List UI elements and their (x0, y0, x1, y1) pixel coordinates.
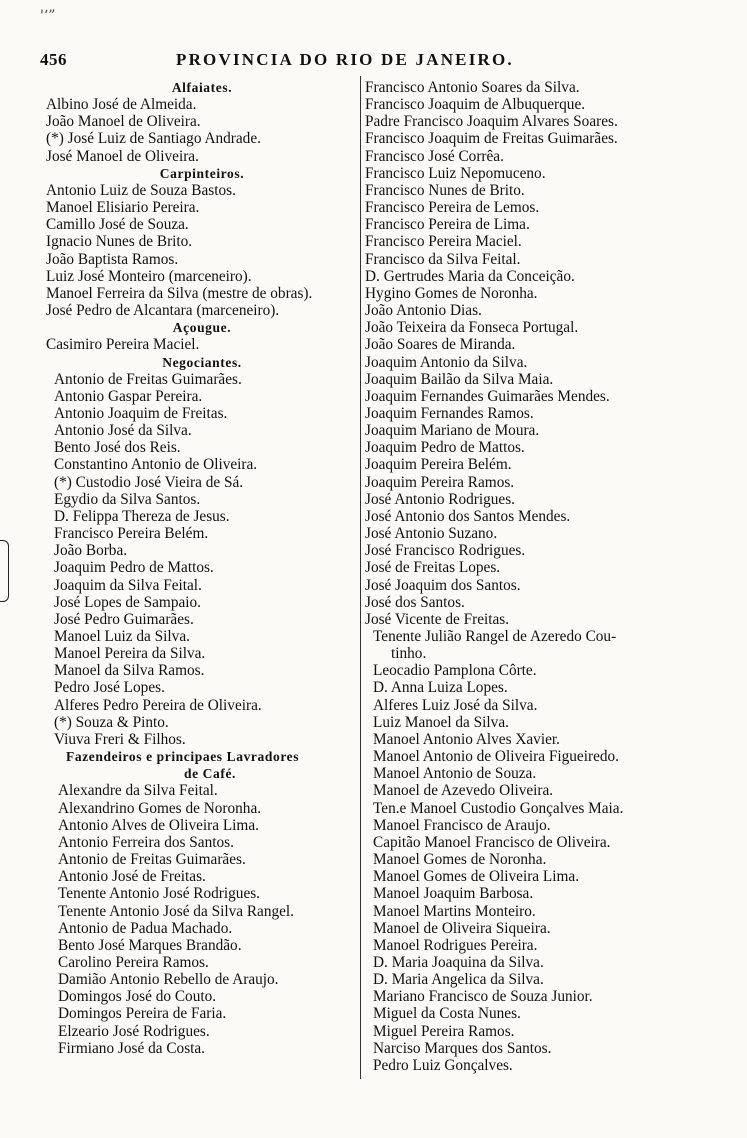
list-item: José Antonio dos Santos Mendes. (365, 507, 571, 525)
list-item: Manoel Pereira da Silva. (54, 645, 206, 663)
list-item: D. Maria Joaquina da Silva. (373, 953, 544, 971)
running-title: PROVINCIA DO RIO DE JANEIRO. (176, 50, 514, 69)
list-item: João Manoel de Oliveira. (46, 113, 201, 131)
list-item: Pedro Luiz Gonçalves. (373, 1056, 513, 1074)
list-item: Joaquim Pereira Ramos. (365, 473, 515, 491)
wrapped-entry-line2: tinho. (391, 645, 427, 663)
list-item: Alferes Luiz José da Silva. (373, 696, 538, 714)
negociantes-list (44, 371, 360, 748)
column-divider (360, 76, 361, 1079)
fazendeiros-list (44, 782, 360, 1057)
list-item: Francisco Joaquim de Albuquerque. (365, 96, 586, 114)
list-item: Firmiano José da Costa. (58, 1039, 206, 1057)
list-item: José Francisco Rodrigues. (365, 542, 526, 560)
list-item: Manoel Gomes de Noronha. (373, 851, 547, 869)
list-item: Capitão Manoel Francisco de Oliveira. (373, 833, 611, 851)
list-item: Francisco da Silva Feital. (365, 250, 521, 268)
list-item: Antonio Alves de Oliveira Lima. (58, 816, 259, 834)
list-item: Joaquim da Silva Feital. (54, 576, 202, 594)
list-item: Alferes Pedro Pereira de Oliveira. (54, 696, 262, 714)
list-item: Narciso Marques dos Santos. (373, 1039, 552, 1057)
list-item: Domingos José do Couto. (58, 988, 217, 1006)
list-item: Mariano Francisco de Souza Junior. (373, 988, 593, 1006)
list-item: D. Gertrudes Maria da Conceição. (365, 267, 575, 285)
fazendeiros-continued-list (363, 79, 713, 628)
list-item: D. Felippa Thereza de Jesus. (54, 507, 230, 525)
list-item: Leocadio Pamplona Côrte. (373, 662, 537, 680)
binding-mark (0, 540, 9, 602)
list-item: Constantino Antonio de Oliveira. (54, 456, 258, 474)
list-item: Joaquim Pedro de Mattos. (54, 559, 214, 577)
list-item: José dos Santos. (365, 593, 465, 611)
list-item: Francisco Antonio Soares da Silva. (365, 79, 580, 96)
list-item: José Lopes de Sampaio. (54, 593, 201, 611)
corner-mark: '‘” (40, 8, 56, 24)
list-item: João Baptista Ramos. (46, 250, 179, 268)
list-item: Francisco Pereira de Lemos. (365, 199, 540, 217)
left-column (44, 79, 360, 1057)
list-item: Manoel Antonio de Oliveira Figueiredo. (373, 748, 619, 766)
fazendeiros-continued-list-2 (363, 662, 713, 1074)
list-item: Antonio Joaquim de Freitas. (54, 404, 228, 422)
list-item: Luiz José Monteiro (marceneiro). (46, 267, 252, 285)
list-item: Tenente Antonio José da Silva Rangel. (58, 902, 294, 920)
list-item: Manoel Ferreira da Silva (mestre de obras). (46, 284, 313, 302)
list-item: Manoel Francisco de Araujo. (373, 816, 551, 834)
acougue-list (44, 336, 360, 353)
list-item: Antonio Gaspar Pereira. (54, 387, 203, 405)
list-item: Francisco Pereira de Lima. (365, 216, 530, 234)
list-item: Joaquim Bailão da Silva Maia. (365, 370, 554, 388)
list-item: Antonio Luiz de Souza Bastos. (46, 181, 236, 199)
list-item: Manoel Rodrigues Pereira. (373, 936, 538, 954)
list-item: Bento José Marques Brandão. (58, 936, 242, 954)
list-item: Francisco Nunes de Brito. (365, 181, 525, 199)
list-item: Hygino Gomes de Noronha. (365, 284, 538, 302)
list-item: Francisco Joaquim de Freitas Guimarães. (365, 130, 618, 148)
list-item: José Vicente de Freitas. (365, 610, 510, 628)
list-item: Damião Antonio Rebello de Araujo. (58, 971, 279, 989)
list-item: Manoel da Silva Ramos. (54, 662, 205, 680)
list-item: José Pedro de Alcantara (marceneiro). (46, 302, 280, 320)
list-item: Antonio José da Silva. (54, 422, 192, 440)
section-heading-negociantes: Negociantes. (162, 354, 242, 370)
list-item: Padre Francisco Joaquim Alvares Soares. (365, 113, 618, 131)
list-item: Elzeario José Rodrigues. (58, 1022, 210, 1040)
page-header (40, 50, 560, 72)
list-item: Tenente Antonio José Rodrigues. (58, 885, 261, 903)
section-heading-alfaiates: Alfaiates. (171, 80, 233, 95)
list-item: João Soares de Miranda. (365, 336, 516, 354)
list-item: Joaquim Pereira Belém. (365, 456, 512, 474)
section-heading-acougue: Açougue. (172, 320, 232, 336)
list-item: Viuva Freri & Filhos. (54, 730, 186, 748)
list-item: Luiz Manoel da Silva. (373, 713, 509, 731)
list-item: Joaquim Fernandes Ramos. (365, 404, 534, 422)
list-item: Manoel Gomes de Oliveira Lima. (373, 868, 580, 886)
list-item: D. Maria Angelica da Silva. (373, 971, 544, 989)
list-item: Manoel Elisiario Pereira. (46, 199, 200, 217)
list-item: Manoel Martins Monteiro. (373, 902, 536, 920)
list-item: José Pedro Guimarães. (54, 610, 194, 628)
list-item: José Joaquim dos Santos. (365, 576, 521, 594)
list-item: Bento José dos Reis. (54, 439, 181, 457)
wrapped-entry-line1: Tenente Julião Rangel de Azeredo Cou- (373, 628, 617, 645)
list-item: Miguel Pereira Ramos. (373, 1022, 515, 1040)
list-item: José Manoel de Oliveira. (46, 147, 199, 165)
list-item: Camillo José de Souza. (46, 216, 189, 234)
carpinteiros-list (44, 182, 360, 319)
list-item: Francisco Luiz Nepomuceno. (365, 164, 546, 182)
list-item: Joaquim Antonio da Silva. (365, 353, 528, 371)
list-item: Manoel de Azevedo Oliveira. (373, 782, 554, 800)
list-item: Pedro José Lopes. (54, 679, 165, 697)
list-item: Manoel Antonio de Souza. (373, 765, 537, 783)
section-heading-fazendeiros-cont: de Café. (184, 766, 237, 782)
list-item: Manoel de Oliveira Siqueira. (373, 919, 551, 937)
list-item: Antonio Ferreira dos Santos. (58, 833, 234, 851)
list-item: Antonio de Freitas Guimarães. (54, 370, 242, 388)
list-item: Carolino Pereira Ramos. (58, 953, 209, 971)
list-item: Joaquim Fernandes Guimarães Mendes. (365, 387, 610, 405)
list-item: Alexandrino Gomes de Noronha. (58, 799, 262, 817)
page-number: 456 (40, 50, 67, 69)
list-item: José de Freitas Lopes. (365, 559, 501, 577)
list-item: (*) Souza & Pinto. (54, 713, 169, 731)
list-item: Ignacio Nunes de Brito. (46, 233, 193, 251)
list-item: José Antonio Rodrigues. (365, 490, 515, 508)
list-item: Ten.e Manoel Custodio Gonçalves Maia. (373, 799, 624, 817)
list-item: Francisco José Corrêa. (365, 147, 504, 165)
list-item: Manoel Luiz da Silva. (54, 628, 190, 645)
list-item: D. Anna Luiza Lopes. (373, 679, 508, 697)
list-item: João Antonio Dias. (365, 302, 482, 320)
list-item: Miguel da Costa Nunes. (373, 1005, 521, 1023)
list-item: Antonio de Freitas Guimarães. (58, 851, 246, 869)
list-item: (*) Custodio José Vieira de Sá. (54, 473, 244, 491)
list-item: Manoel Antonio Alves Xavier. (373, 730, 560, 748)
section-heading-fazendeiros: Fazendeiros e principaes Lavradores (66, 749, 300, 765)
list-item: Manoel Joaquim Barbosa. (373, 885, 534, 903)
list-item: Francisco Pereira Belém. (54, 525, 209, 543)
right-column (363, 79, 713, 1074)
section-heading-carpinteiros: Carpinteiros. (159, 165, 245, 181)
list-item: Antonio José de Freitas. (58, 868, 206, 886)
list-item: Joaquim Mariano de Moura. (365, 422, 540, 440)
list-item: Francisco Pereira Maciel. (365, 233, 522, 251)
list-item: Joaquim Pedro de Mattos. (365, 439, 525, 457)
alfaiates-list (44, 96, 360, 165)
list-item: (*) José Luiz de Santiago Andrade. (46, 130, 261, 148)
list-item: Albino José de Almeida. (46, 96, 197, 114)
list-item: João Borba. (54, 542, 128, 560)
list-item: Alexandre da Silva Feital. (58, 782, 218, 800)
list-item: José Antonio Suzano. (365, 525, 498, 543)
list-item: Domingos Pereira de Faria. (58, 1005, 227, 1023)
list-item: Egydio da Silva Santos. (54, 490, 201, 508)
list-item: João Teixeira da Fonseca Portugal. (365, 319, 579, 337)
list-item: Casimiro Pereira Maciel. (46, 336, 200, 354)
list-item: Antonio de Padua Machado. (58, 919, 233, 937)
